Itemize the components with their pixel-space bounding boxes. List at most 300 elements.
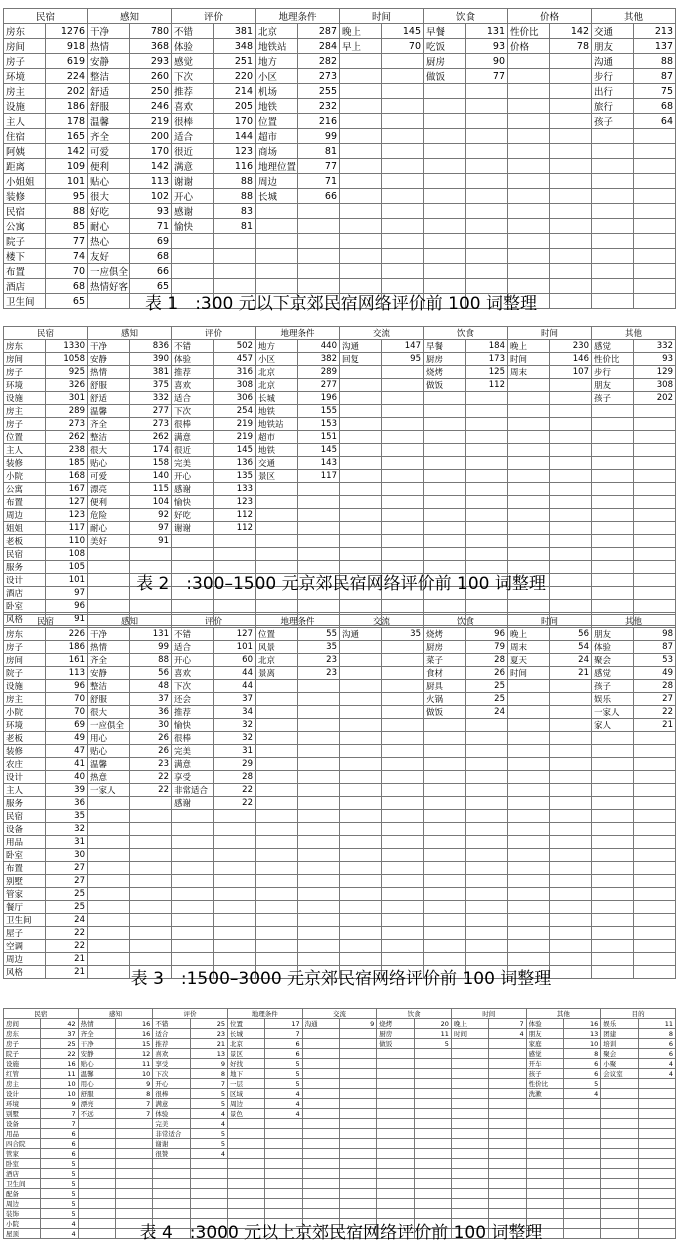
count-cell bbox=[550, 823, 592, 836]
count-cell: 39 bbox=[46, 784, 88, 797]
word-cell: 酒店 bbox=[4, 587, 46, 600]
count-cell bbox=[414, 1159, 451, 1169]
word-cell bbox=[508, 509, 550, 522]
count-cell bbox=[550, 99, 592, 114]
table-row bbox=[4, 144, 676, 159]
word-cell: 北京 bbox=[256, 366, 298, 379]
count-cell: 95 bbox=[46, 189, 88, 204]
word-cell bbox=[592, 405, 634, 418]
count-cell: 23 bbox=[298, 654, 340, 667]
word-cell bbox=[451, 1109, 488, 1119]
count-cell: 93 bbox=[466, 39, 508, 54]
word-cell: 干净 bbox=[78, 1039, 115, 1049]
count-cell: 17 bbox=[265, 1019, 302, 1029]
word-cell bbox=[424, 234, 466, 249]
count-cell bbox=[550, 719, 592, 732]
count-cell bbox=[382, 129, 424, 144]
word-cell: 用品 bbox=[4, 836, 46, 849]
count-cell: 219 bbox=[130, 114, 172, 129]
count-cell bbox=[634, 940, 676, 953]
word-cell bbox=[424, 431, 466, 444]
word-cell: 住宿 bbox=[4, 129, 46, 144]
count-cell bbox=[298, 823, 340, 836]
word-cell bbox=[377, 1139, 414, 1149]
word-cell bbox=[302, 1159, 339, 1169]
word-cell bbox=[172, 249, 214, 264]
word-cell bbox=[172, 875, 214, 888]
word-cell bbox=[424, 509, 466, 522]
count-cell bbox=[466, 264, 508, 279]
word-cell bbox=[88, 888, 130, 901]
count-cell: 5 bbox=[41, 1179, 78, 1189]
table-row bbox=[4, 1159, 676, 1169]
word-cell bbox=[227, 1119, 264, 1129]
word-cell bbox=[88, 810, 130, 823]
count-cell: 87 bbox=[634, 641, 676, 654]
word-cell: 用心 bbox=[78, 1079, 115, 1089]
count-cell: 5 bbox=[190, 1139, 227, 1149]
word-cell: 很赞 bbox=[153, 1149, 190, 1159]
count-cell bbox=[130, 548, 172, 561]
count-cell bbox=[382, 457, 424, 470]
count-cell: 308 bbox=[214, 379, 256, 392]
count-cell: 332 bbox=[130, 392, 172, 405]
table-row bbox=[4, 758, 676, 771]
word-cell bbox=[508, 680, 550, 693]
word-cell: 风格 bbox=[4, 613, 46, 626]
count-cell bbox=[214, 862, 256, 875]
word-cell: 地铁站 bbox=[256, 418, 298, 431]
word-cell: 主人 bbox=[4, 444, 46, 457]
word-cell bbox=[340, 379, 382, 392]
count-cell bbox=[414, 1149, 451, 1159]
word-cell bbox=[377, 1179, 414, 1189]
count-cell: 390 bbox=[130, 353, 172, 366]
count-cell bbox=[382, 875, 424, 888]
word-cell bbox=[153, 1189, 190, 1199]
word-cell bbox=[340, 219, 382, 234]
count-cell bbox=[550, 159, 592, 174]
table-row bbox=[4, 849, 676, 862]
word-cell bbox=[592, 888, 634, 901]
count-cell bbox=[638, 1089, 675, 1099]
count-cell bbox=[550, 264, 592, 279]
word-cell: 早餐 bbox=[424, 340, 466, 353]
word-cell: 房主 bbox=[4, 405, 46, 418]
word-cell bbox=[377, 1079, 414, 1089]
word-cell bbox=[424, 771, 466, 784]
word-cell bbox=[424, 784, 466, 797]
count-cell: 49 bbox=[46, 732, 88, 745]
count-cell: 35 bbox=[298, 641, 340, 654]
count-cell: 123 bbox=[46, 509, 88, 522]
table-row bbox=[4, 1119, 676, 1129]
count-cell bbox=[214, 940, 256, 953]
count-cell bbox=[382, 732, 424, 745]
count-cell: 4 bbox=[638, 1069, 675, 1079]
count-cell bbox=[214, 901, 256, 914]
column-header: 时间 bbox=[451, 1009, 526, 1019]
count-cell: 96 bbox=[466, 628, 508, 641]
count-cell bbox=[414, 1189, 451, 1199]
count-cell: 213 bbox=[634, 24, 676, 39]
word-cell: 适合 bbox=[172, 392, 214, 405]
count-cell: 81 bbox=[298, 144, 340, 159]
word-cell bbox=[377, 1209, 414, 1219]
count-cell: 5 bbox=[41, 1159, 78, 1169]
word-cell: 舒服 bbox=[88, 693, 130, 706]
count-cell: 262 bbox=[46, 431, 88, 444]
word-cell: 景色 bbox=[227, 1109, 264, 1119]
word-cell: 长城 bbox=[256, 189, 298, 204]
word-cell: 一应俱全 bbox=[88, 264, 130, 279]
table-row bbox=[4, 1149, 676, 1159]
count-cell: 9 bbox=[339, 1019, 376, 1029]
count-cell: 105 bbox=[46, 561, 88, 574]
word-cell bbox=[451, 1139, 488, 1149]
word-cell: 推荐 bbox=[172, 366, 214, 379]
word-cell: 卫生间 bbox=[4, 294, 46, 309]
word-cell bbox=[601, 1129, 638, 1139]
word-cell bbox=[592, 219, 634, 234]
count-cell: 88 bbox=[214, 189, 256, 204]
word-cell bbox=[340, 849, 382, 862]
word-cell bbox=[526, 1169, 563, 1179]
count-cell: 133 bbox=[214, 483, 256, 496]
word-cell bbox=[508, 823, 550, 836]
word-cell bbox=[508, 706, 550, 719]
word-cell bbox=[153, 1199, 190, 1209]
count-cell: 6 bbox=[41, 1129, 78, 1139]
count-cell: 7 bbox=[190, 1079, 227, 1089]
word-cell bbox=[592, 457, 634, 470]
word-cell: 满意 bbox=[172, 159, 214, 174]
word-cell: 服务 bbox=[4, 561, 46, 574]
table-caption-4: 表 4 :3000 元以上京郊民宿网络评价前 100 词整理 bbox=[139, 1223, 543, 1243]
table-row bbox=[4, 732, 676, 745]
table-row bbox=[4, 1169, 676, 1179]
count-cell: 5 bbox=[41, 1209, 78, 1219]
word-cell bbox=[508, 535, 550, 548]
word-cell bbox=[78, 1189, 115, 1199]
count-cell bbox=[466, 444, 508, 457]
table-row bbox=[4, 431, 676, 444]
count-cell: 186 bbox=[46, 99, 88, 114]
word-cell bbox=[153, 1179, 190, 1189]
count-cell bbox=[638, 1189, 675, 1199]
word-cell: 超市 bbox=[256, 129, 298, 144]
count-cell: 125 bbox=[466, 366, 508, 379]
word-cell bbox=[508, 862, 550, 875]
table-section-1 bbox=[0, 0, 682, 322]
count-cell: 29 bbox=[214, 758, 256, 771]
count-cell: 91 bbox=[46, 613, 88, 626]
count-cell: 98 bbox=[634, 628, 676, 641]
count-cell bbox=[298, 219, 340, 234]
word-cell: 一应俱全 bbox=[88, 719, 130, 732]
count-cell bbox=[634, 836, 676, 849]
word-cell: 晚上 bbox=[508, 628, 550, 641]
word-cell: 农庄 bbox=[4, 758, 46, 771]
word-cell: 推荐 bbox=[172, 84, 214, 99]
count-cell: 70 bbox=[46, 706, 88, 719]
word-cell bbox=[340, 927, 382, 940]
word-cell: 做饭 bbox=[424, 69, 466, 84]
count-cell bbox=[190, 1159, 227, 1169]
count-cell: 185 bbox=[46, 457, 88, 470]
count-cell: 91 bbox=[130, 535, 172, 548]
count-cell: 619 bbox=[46, 54, 88, 69]
word-cell: 完美 bbox=[172, 457, 214, 470]
word-cell bbox=[340, 189, 382, 204]
count-cell: 22 bbox=[130, 771, 172, 784]
word-cell: 北京 bbox=[256, 654, 298, 667]
word-cell: 温馨 bbox=[88, 405, 130, 418]
word-cell bbox=[78, 1199, 115, 1209]
count-cell bbox=[550, 405, 592, 418]
count-cell bbox=[638, 1149, 675, 1159]
word-cell bbox=[340, 264, 382, 279]
count-cell bbox=[214, 875, 256, 888]
word-cell bbox=[508, 732, 550, 745]
table-row bbox=[4, 249, 676, 264]
word-cell bbox=[256, 797, 298, 810]
word-cell: 小院 bbox=[4, 706, 46, 719]
table-row bbox=[4, 189, 676, 204]
word-cell bbox=[508, 189, 550, 204]
count-cell bbox=[550, 758, 592, 771]
word-cell: 地下 bbox=[227, 1069, 264, 1079]
table-row bbox=[4, 1129, 676, 1139]
count-cell: 6 bbox=[563, 1069, 600, 1079]
word-cell bbox=[88, 823, 130, 836]
word-cell: 朋友 bbox=[526, 1029, 563, 1039]
word-cell bbox=[78, 1139, 115, 1149]
count-cell bbox=[339, 1129, 376, 1139]
word-cell bbox=[302, 1109, 339, 1119]
count-cell bbox=[550, 189, 592, 204]
word-cell: 装修 bbox=[4, 457, 46, 470]
word-cell: 卫生间 bbox=[4, 914, 46, 927]
word-cell: 危险 bbox=[88, 509, 130, 522]
count-cell: 56 bbox=[130, 667, 172, 680]
word-cell bbox=[78, 1179, 115, 1189]
word-cell bbox=[256, 849, 298, 862]
word-cell bbox=[424, 810, 466, 823]
count-cell: 143 bbox=[298, 457, 340, 470]
count-cell bbox=[634, 927, 676, 940]
count-cell: 93 bbox=[634, 353, 676, 366]
count-cell: 20 bbox=[414, 1019, 451, 1029]
word-cell: 北京 bbox=[256, 24, 298, 39]
count-cell: 36 bbox=[46, 797, 88, 810]
count-cell bbox=[298, 204, 340, 219]
word-cell: 老板 bbox=[4, 535, 46, 548]
word-cell bbox=[340, 509, 382, 522]
count-cell bbox=[634, 204, 676, 219]
word-cell bbox=[592, 174, 634, 189]
count-cell bbox=[414, 1169, 451, 1179]
column-header: 饮食 bbox=[424, 327, 508, 340]
word-cell bbox=[172, 914, 214, 927]
count-cell: 25 bbox=[466, 693, 508, 706]
word-cell bbox=[340, 914, 382, 927]
count-cell bbox=[214, 836, 256, 849]
word-cell: 便利 bbox=[88, 159, 130, 174]
count-cell bbox=[634, 784, 676, 797]
word-cell bbox=[601, 1149, 638, 1159]
count-cell: 140 bbox=[130, 470, 172, 483]
word-cell bbox=[172, 823, 214, 836]
count-cell bbox=[563, 1199, 600, 1209]
count-cell bbox=[115, 1149, 152, 1159]
count-cell bbox=[634, 264, 676, 279]
word-cell: 回复 bbox=[340, 353, 382, 366]
count-cell bbox=[414, 1069, 451, 1079]
word-cell bbox=[340, 784, 382, 797]
word-cell: 别墅 bbox=[4, 875, 46, 888]
count-cell: 7 bbox=[265, 1029, 302, 1039]
count-cell: 92 bbox=[130, 509, 172, 522]
count-cell bbox=[382, 54, 424, 69]
column-header: 时间 bbox=[508, 615, 592, 628]
count-cell: 23 bbox=[298, 667, 340, 680]
word-cell bbox=[340, 522, 382, 535]
count-cell: 5 bbox=[190, 1089, 227, 1099]
count-cell bbox=[130, 836, 172, 849]
word-cell: 开车 bbox=[526, 1059, 563, 1069]
count-cell bbox=[550, 457, 592, 470]
count-cell bbox=[214, 849, 256, 862]
word-cell bbox=[451, 1149, 488, 1159]
word-cell: 耐心 bbox=[88, 522, 130, 535]
count-cell: 246 bbox=[130, 99, 172, 114]
count-cell: 11 bbox=[41, 1069, 78, 1079]
count-cell bbox=[265, 1139, 302, 1149]
word-cell: 晚上 bbox=[451, 1019, 488, 1029]
word-cell bbox=[340, 144, 382, 159]
count-cell bbox=[298, 875, 340, 888]
word-cell: 不错 bbox=[172, 340, 214, 353]
word-cell bbox=[424, 862, 466, 875]
word-cell bbox=[592, 745, 634, 758]
count-cell: 142 bbox=[46, 144, 88, 159]
word-cell: 很大 bbox=[88, 706, 130, 719]
word-cell: 不错 bbox=[153, 1019, 190, 1029]
count-cell bbox=[414, 1139, 451, 1149]
count-cell: 277 bbox=[298, 379, 340, 392]
count-cell: 70 bbox=[46, 693, 88, 706]
count-cell: 147 bbox=[382, 340, 424, 353]
count-cell: 88 bbox=[634, 54, 676, 69]
word-cell bbox=[256, 732, 298, 745]
count-cell: 273 bbox=[46, 418, 88, 431]
count-cell bbox=[489, 1199, 526, 1209]
word-cell bbox=[451, 1179, 488, 1189]
count-cell: 289 bbox=[298, 366, 340, 379]
count-cell: 26 bbox=[466, 667, 508, 680]
word-cell bbox=[601, 1169, 638, 1179]
word-cell: 喜欢 bbox=[172, 667, 214, 680]
word-cell: 性价比 bbox=[592, 353, 634, 366]
word-cell: 地理位置 bbox=[256, 159, 298, 174]
word-cell bbox=[601, 1199, 638, 1209]
count-cell bbox=[489, 1149, 526, 1159]
word-cell bbox=[592, 836, 634, 849]
table-row bbox=[4, 522, 676, 535]
count-cell bbox=[634, 234, 676, 249]
word-cell: 干净 bbox=[88, 628, 130, 641]
count-cell: 4 bbox=[41, 1229, 78, 1239]
count-cell: 101 bbox=[46, 174, 88, 189]
count-cell: 99 bbox=[298, 129, 340, 144]
count-cell bbox=[190, 1179, 227, 1189]
word-cell bbox=[592, 810, 634, 823]
word-cell: 洗漱 bbox=[526, 1089, 563, 1099]
count-cell: 8 bbox=[638, 1029, 675, 1039]
count-cell: 780 bbox=[130, 24, 172, 39]
count-cell: 28 bbox=[466, 654, 508, 667]
word-cell: 房主 bbox=[4, 693, 46, 706]
table-row bbox=[4, 1199, 676, 1209]
word-cell bbox=[302, 1089, 339, 1099]
count-cell: 21 bbox=[46, 966, 88, 979]
count-cell bbox=[382, 535, 424, 548]
word-cell: 感觉 bbox=[172, 54, 214, 69]
column-header: 地理条件 bbox=[256, 327, 340, 340]
word-cell bbox=[172, 927, 214, 940]
count-cell bbox=[550, 914, 592, 927]
count-cell bbox=[414, 1099, 451, 1109]
column-header: 目的 bbox=[601, 1009, 676, 1019]
table-row bbox=[4, 810, 676, 823]
word-cell: 时间 bbox=[451, 1029, 488, 1039]
table-row bbox=[4, 901, 676, 914]
word-cell bbox=[508, 522, 550, 535]
word-cell bbox=[424, 470, 466, 483]
word-cell bbox=[377, 1119, 414, 1129]
word-cell bbox=[227, 1129, 264, 1139]
count-cell bbox=[466, 219, 508, 234]
count-cell: 123 bbox=[214, 144, 256, 159]
word-cell: 齐全 bbox=[88, 129, 130, 144]
table-row bbox=[4, 680, 676, 693]
count-cell: 24 bbox=[466, 706, 508, 719]
column-header: 时间 bbox=[340, 9, 424, 24]
word-cell bbox=[340, 548, 382, 561]
word-cell: 厨房 bbox=[424, 54, 466, 69]
word-cell: 齐全 bbox=[88, 654, 130, 667]
count-cell: 79 bbox=[466, 641, 508, 654]
word-cell: 酒店 bbox=[4, 279, 46, 294]
word-cell: 朋友 bbox=[592, 628, 634, 641]
word-cell: 贴心 bbox=[88, 457, 130, 470]
word-cell: 开心 bbox=[153, 1079, 190, 1089]
table-row bbox=[4, 483, 676, 496]
count-cell: 161 bbox=[46, 654, 88, 667]
word-cell bbox=[592, 862, 634, 875]
count-cell: 26 bbox=[130, 732, 172, 745]
count-cell bbox=[382, 509, 424, 522]
count-cell: 10 bbox=[41, 1079, 78, 1089]
word-cell: 完美 bbox=[153, 1119, 190, 1129]
word-cell: 适合 bbox=[153, 1029, 190, 1039]
word-cell: 位置 bbox=[256, 628, 298, 641]
word-cell bbox=[78, 1209, 115, 1219]
count-cell bbox=[298, 927, 340, 940]
word-cell bbox=[601, 1159, 638, 1169]
count-cell: 95 bbox=[382, 353, 424, 366]
